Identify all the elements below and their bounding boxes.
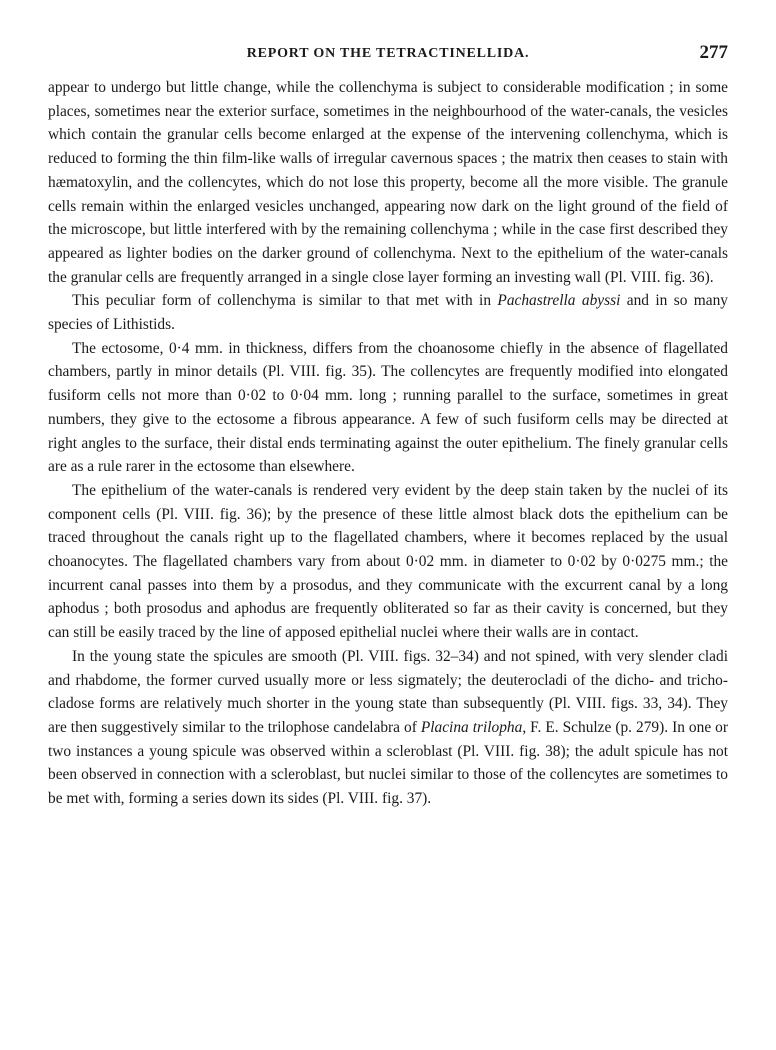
page-header xyxy=(48,40,728,76)
species-name: Pachastrella abyssi xyxy=(497,292,621,310)
paragraph-pachastrella-comparison xyxy=(48,289,728,336)
paragraph-epithelium: The epithelium of the water-canals is rendered very evident by the deep stain taken by the nuclei of its component cells (Pl. VIII. fig. 36); by the presence of these little almost black dots the epithelium can be traced throughout the canals right up to the flagellated chambers, where it becomes replaced by the usual choanocytes. The flagellated chambers vary from about 0·02 mm. in diameter to 0·02 by 0·0275 mm.; the incurrent canal passes into them by a prosodus, and they communicate with the excurrent canal by a long aphodus ; both prosodus and aphodus are frequently obliterated so far as their cavity is concerned, but they can still be easily traced by the line of apposed epithelial nuclei where their walls are in contact. xyxy=(48,481,728,642)
page-number: 277 xyxy=(699,42,728,63)
document-page xyxy=(48,40,728,811)
paragraph-text: and in so many species of Lithistids. xyxy=(48,292,728,334)
paragraph-text: , F. E. Schulze (p. 279). In one or two instances a young spicule was observed within a scleroblast (Pl. VIII. fig. 38); the adult spicule has not been observed in connection with a scleroblast, but nuclei similar to those of the collencytes are sometimes to be met with, forming a series down its sides (Pl. VIII. fig. 37). xyxy=(48,718,728,808)
species-name: Placina trilopha xyxy=(420,718,523,736)
paragraph-collenchyma-modification: appear to undergo but little change, while the collenchyma is subject to considerable modification ; in some places, sometimes near the exterior surface, sometimes in the neighbourhood of the water-canals, the vesicles which contain the granular cells become enlarged at the expense of the intervening collenchyma, which is reduced to forming the thin film-like walls of irregular cavernous spaces ; the matrix then ceases to stain with hæmatoxylin, and the collencytes, which do not lose this property, become all the more visible. The granule cells remain within the enlarged vesicles unchanged, appearing now dark on the light ground of the field of the microscope, but little interfered with by the remaining collenchyma ; while in the case first described they appeared as lighter bodies on the darker ground of collenchyma. Next to the epithelium of the water-canals the granular cells are frequently arranged in a single close layer forming an investing wall (Pl. VIII. fig. 36). xyxy=(48,79,728,286)
running-title: REPORT ON THE TETRACTINELLIDA. xyxy=(246,46,530,61)
paragraph-text: This peculiar form of collenchyma is similar to that met with in xyxy=(72,292,498,310)
paragraph-text: In the young state the spicules are smooth (Pl. VIII. figs. 32–34) and not spined, with very slender cladi and rhabdome, the former curved usually more or less sigmately; the deuterocladi of the dicho- and tricho-cladose forms are relatively much shorter in the young state than subsequently (Pl. VIII. figs. 33, 34). They are then suggestively similar to the trilophose candelabra of xyxy=(48,647,728,736)
paragraph-young-spicules xyxy=(48,645,728,811)
paragraph-ectosome: The ectosome, 0·4 mm. in thickness, differs from the choanosome chiefly in the absence of flagellated chambers, partly in minor details (Pl. VIII. fig. 35). The collencytes are frequently modified into elongated fusiform cells not more than 0·02 to 0·04 mm. long ; running parallel to the surface, sometimes in great numbers, they give to the ectosome a fibrous appearance. A few of such fusiform cells may be directed at right angles to the surface, their distal ends terminating against the outer epithelium. The finely granular cells are as a rule rarer in the ectosome than elsewhere. xyxy=(48,339,728,476)
